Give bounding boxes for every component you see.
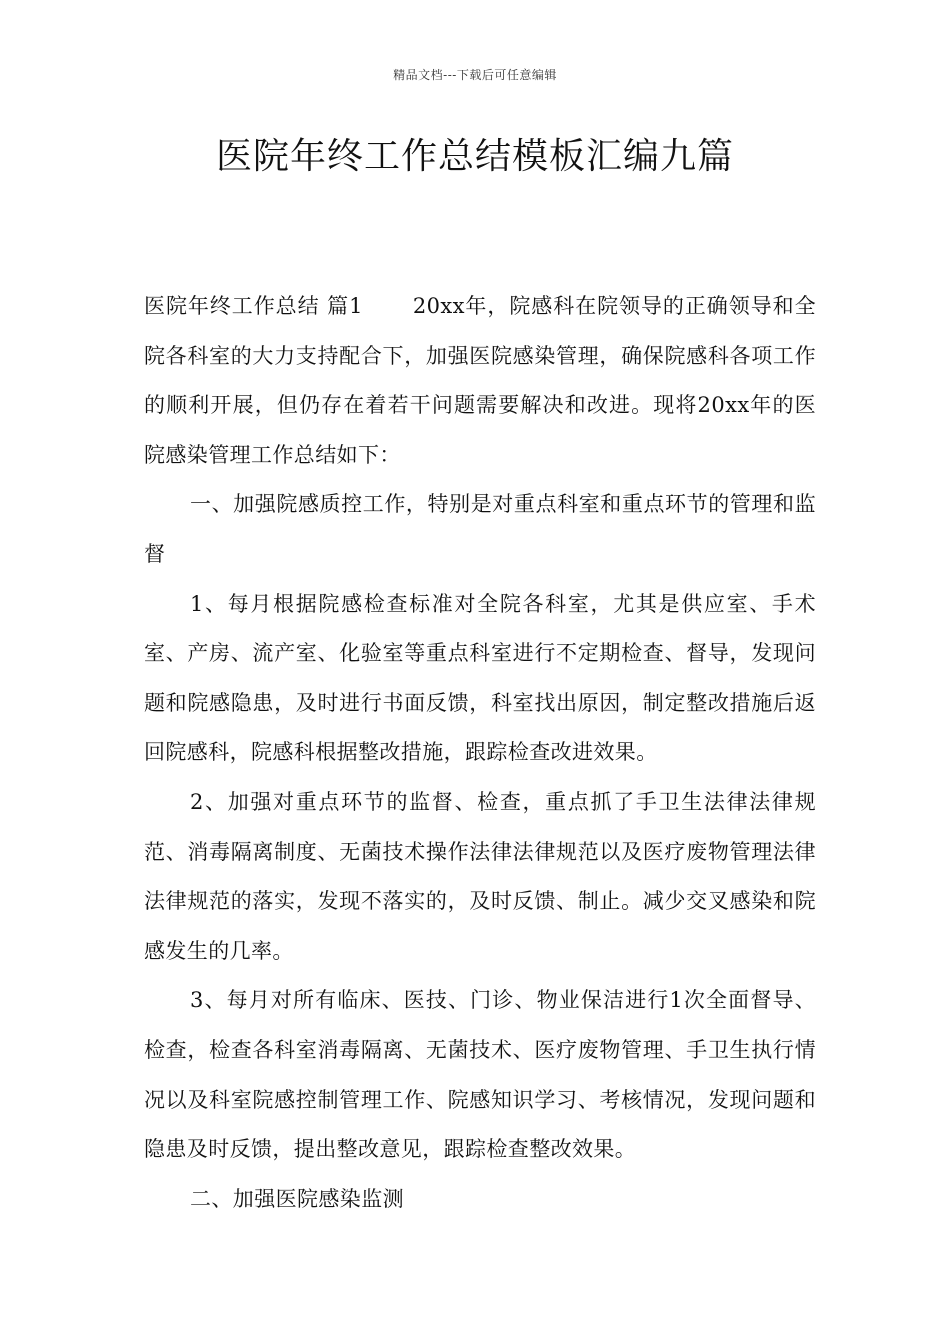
document-title: 医院年终工作总结模板汇编九篇 [215, 136, 734, 177]
paragraph-item-3: 3、每月对所有临床、医技、门诊、物业保洁进行1次全面督导、检查，检查各科室消毒隔离、无菌技术、医疗废物管理、手卫生执行情况以及科室院感控制管理工作、院感知识学习、考核情况，发现问题和隐患及时反馈，提出整改意见，跟踪检查整改效果。 [144, 988, 816, 1162]
paragraph-item-1: 1、每月根据院感检查标准对全院各科室，尤其是供应室、手术室、产房、流产室、化验室等重点科室进行不定期检查、督导，发现问题和院感隐患，及时进行书面反馈，科室找出原因，制定整改措施后返回院感科，院感科根据整改措施，跟踪检查改进效果。 [144, 591, 816, 765]
intro-text: 20xx年，院感科在院领导的正确领导和全院各科室的大力支持配合下，加强医院感染管理，确保院感科各项工作的顺利开展，但仍存在着若干问题需要解决和改进。现将20xx年的医院感染管理工作总结如下： [144, 294, 816, 467]
header-note: 精品文档---下载后可任意编辑 [393, 68, 557, 82]
paragraph-item-2: 2、加强对重点环节的监督、检查，重点抓了手卫生法律法律规范、消毒隔离制度、无菌技术操作法律法律规范以及医疗废物管理法律法律规范的落实，发现不落实的，及时反馈、制止。减少交叉感染和院感发生的几率。 [144, 789, 816, 963]
heading-infection-monitoring: 二、加强医院感染监测 [190, 1186, 404, 1211]
section-lead: 医院年终工作总结 篇1 [144, 294, 363, 318]
intro-paragraph [144, 282, 816, 480]
heading-quality-control: 一、加强院感质控工作，特别是对重点科室和重点环节的管理和监督 [144, 492, 816, 566]
document-body [144, 282, 816, 1224]
